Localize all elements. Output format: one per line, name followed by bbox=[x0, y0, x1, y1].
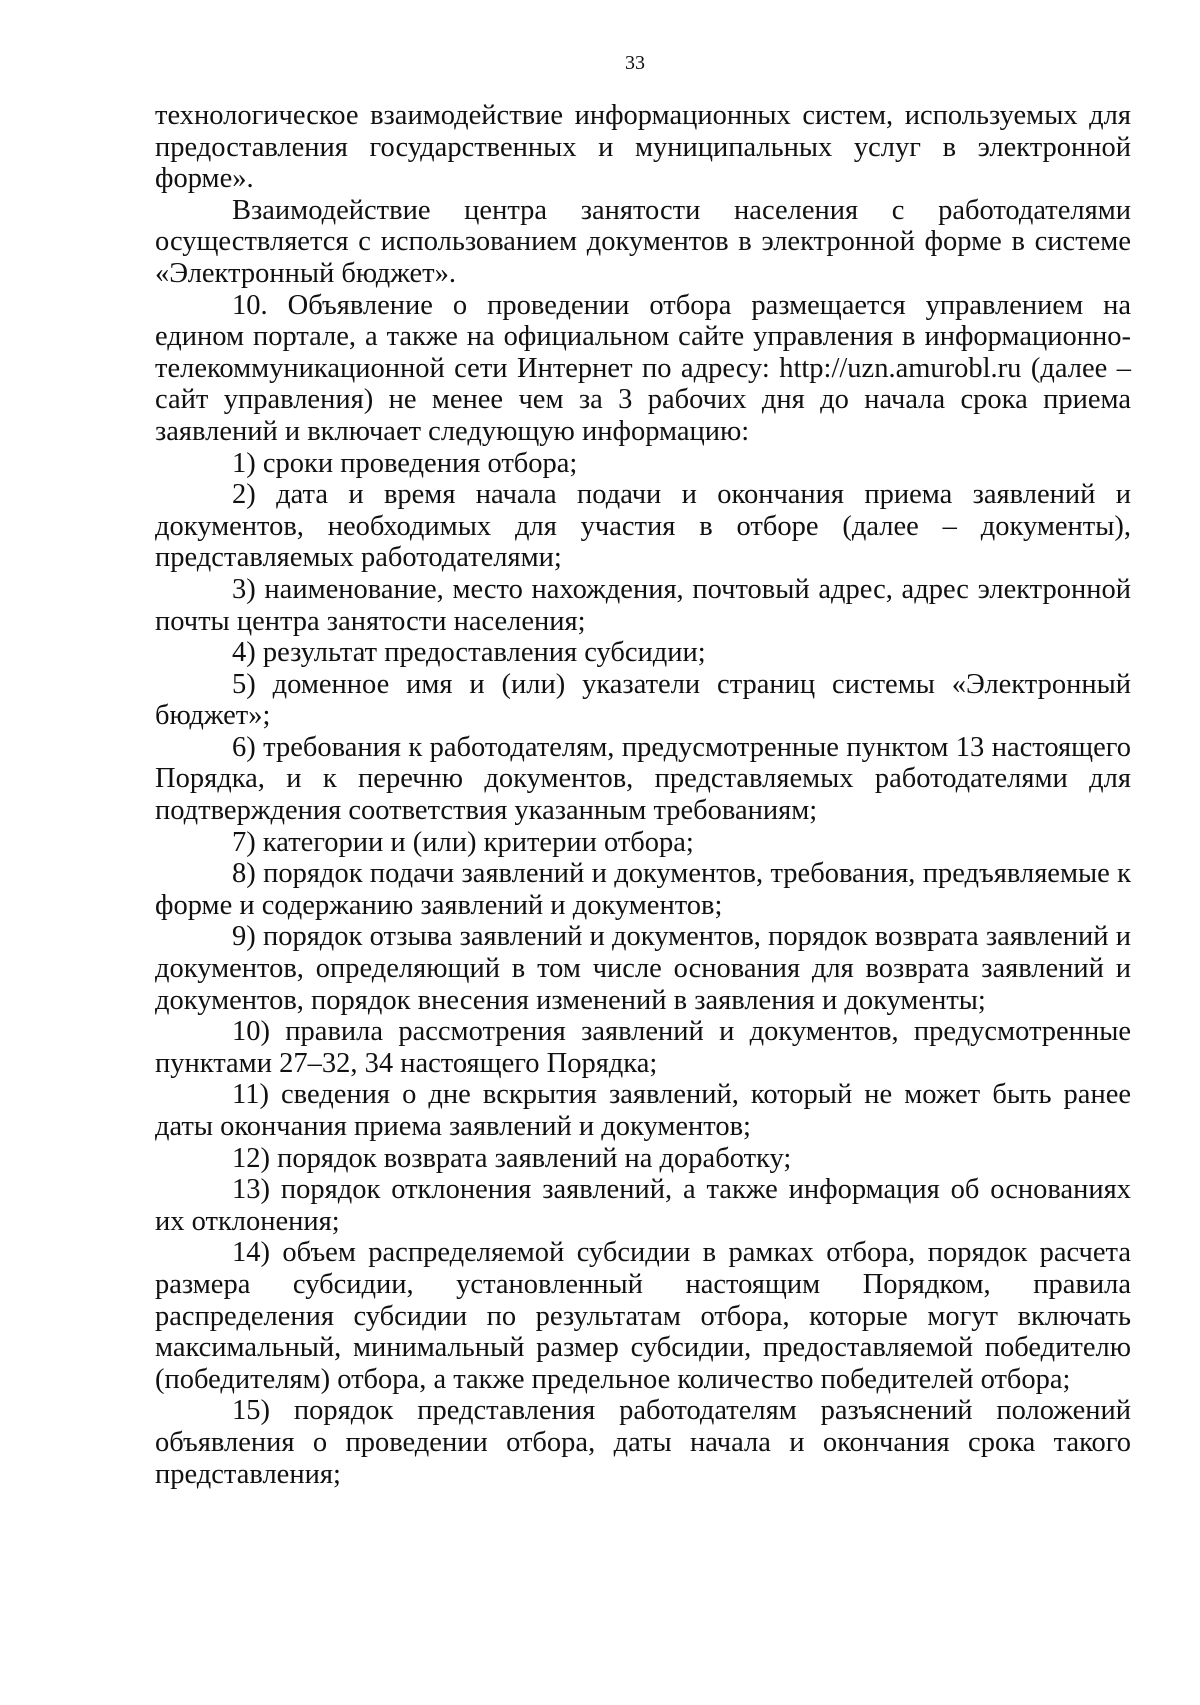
list-item-4: 4) результат предоставления субсидии; bbox=[232, 637, 706, 669]
list-item-2: 2) дата и время начала подачи и окончания приема заявлений и документов, необходимых для участия в отборе (далее – документы), представляемых работодателями; bbox=[155, 479, 1131, 574]
list-item-8: 8) порядок подачи заявлений и документов, требования, предъявляемые к форме и содержанию заявлений и документов; bbox=[155, 858, 1131, 921]
list-item-6: 6) требования к работодателям, предусмотренные пунктом 13 настоящего Порядка, и к перечню документов, представляемых работодателями для подтверждения соответствия указанным требованиям; bbox=[155, 731, 1131, 827]
list-item-3: 3) наименование, место нахождения, почтовый адрес, адрес электронной почты центра занятости населения; bbox=[155, 573, 1131, 637]
paragraph-interaction: Взаимодействие центра занятости населения с работодателями осуществляется с использованием документов в электронной форме в системе «Электронный бюджет». bbox=[155, 194, 1131, 289]
document-body bbox=[155, 100, 1131, 1490]
paragraph-continuation: технологическое взаимодействие информационных систем, используемых для предоставления государственных и муниципальных услуг в электронной форме». bbox=[155, 100, 1131, 195]
list-item-10: 10) правила рассмотрения заявлений и документов, предусмотренные пунктами 27–32, 34 настоящего Порядка; bbox=[155, 1016, 1131, 1079]
list-item-9: 9) порядок отзыва заявлений и документов, порядок возврата заявлений и документов, определяющий в том числе основания для возврата заявлений и документов, порядок внесения изменений в заявления и документы; bbox=[155, 921, 1131, 1016]
list-item-7: 7) категории и (или) критерии отбора; bbox=[232, 826, 694, 858]
list-item-5: 5) доменное имя и (или) указатели страниц системы «Электронный бюджет»; bbox=[155, 668, 1131, 732]
list-item-12: 12) порядок возврата заявлений на доработку; bbox=[232, 1142, 792, 1174]
paragraph-item-10: 10. Объявление о проведении отбора размещается управлением на едином портале, а также на официальном сайте управления в информационно-телекоммуникационной сети Интернет по адресу: http://uzn.amurobl.ru (далее – сайт управления) не менее чем за 3 рабочих дня до начала срока приема заявлений и включает следующую информацию: bbox=[155, 289, 1131, 447]
list-item-15: 15) порядок представления работодателям разъяснений положений объявления о проведении отбора, даты начала и окончания срока такого представления; bbox=[155, 1395, 1131, 1490]
list-item-14: 14) объем распределяемой субсидии в рамках отбора, порядок расчета размера субсидии, установленный настоящим Порядком, правила распределения субсидии по результатам отбора, которые могут включать максимальный, минимальный размер субсидии, предоставляемой победителю (победителям) отбора, а также предельное количество победителей отбора; bbox=[155, 1237, 1131, 1395]
list-item-1: 1) сроки проведения отбора; bbox=[232, 447, 578, 479]
list-item-13: 13) порядок отклонения заявлений, а также информация об основаниях их отклонения; bbox=[155, 1174, 1131, 1237]
list-item-11: 11) сведения о дне вскрытия заявлений, который не может быть ранее даты окончания приема заявлений и документов; bbox=[155, 1079, 1131, 1142]
page-number: 33 bbox=[625, 52, 645, 74]
